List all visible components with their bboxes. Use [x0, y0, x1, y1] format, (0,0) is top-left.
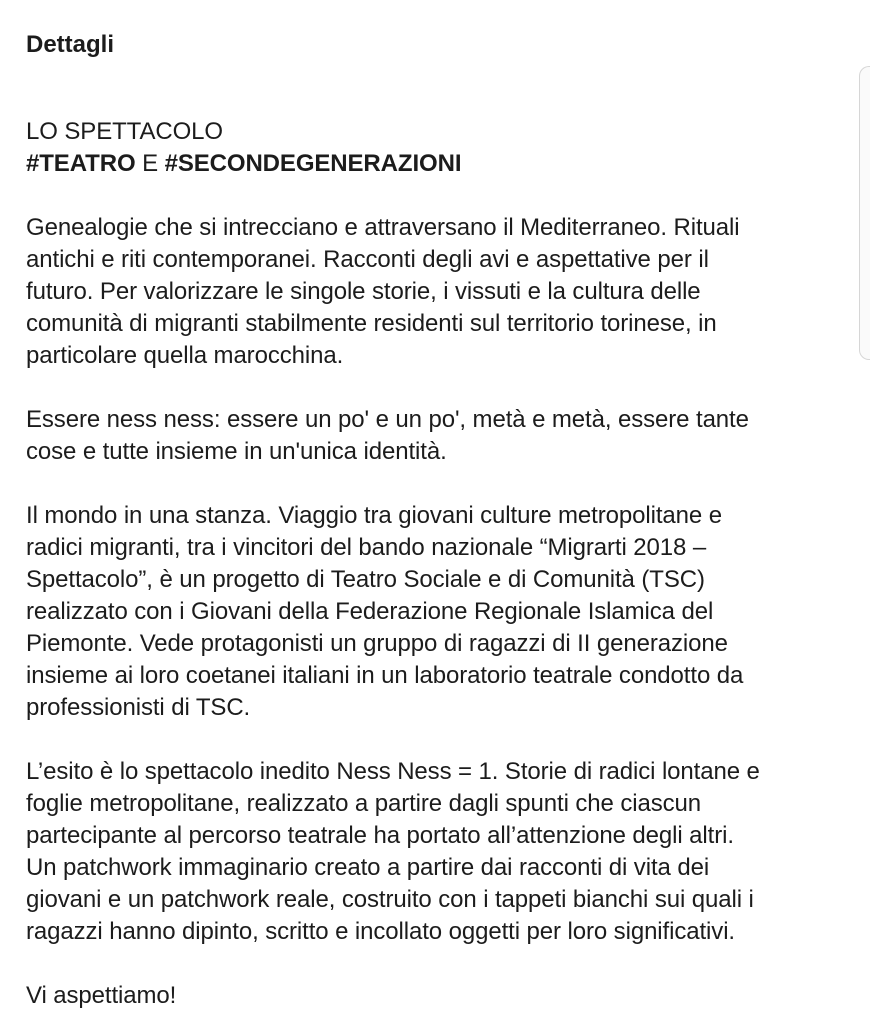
- text-line: cose e tutte insieme in un'unica identità.: [26, 438, 447, 465]
- text-line: giovani e un patchwork reale, costruito con i tappeti bianchi sui quali i: [26, 886, 754, 913]
- text-line: Spettacolo”, è un progetto di Teatro Sociale e di Comunità (TSC): [26, 566, 705, 593]
- text-line: comunità di migranti stabilmente residenti sul territorio torinese, in: [26, 310, 717, 337]
- text-line: ragazzi hanno dipinto, scritto e incollato oggetti per loro significativi.: [26, 918, 735, 945]
- text-line: professionisti di TSC.: [26, 694, 251, 721]
- hashtag-teatro[interactable]: #TEATRO: [26, 150, 136, 177]
- hashtag-conjunction: E: [135, 150, 165, 177]
- text-line: Un patchwork immaginario creato a partire dai racconti di vita dei: [26, 854, 710, 881]
- text-line: Il mondo in una stanza. Viaggio tra giovani culture metropolitane e: [26, 502, 722, 529]
- text-line: insieme ai loro coetanei italiani in un laboratorio teatrale condotto da: [26, 662, 744, 689]
- paragraph-3: [26, 500, 856, 724]
- text-line: foglie metropolitane, realizzato a partire dagli spunti che ciascun: [26, 790, 702, 817]
- hashtag-secondegenerazioni[interactable]: #SECONDEGENERAZIONI: [164, 150, 462, 177]
- text-line: realizzato con i Giovani della Federazione Regionale Islamica del: [26, 598, 714, 625]
- text-line: Essere ness ness: essere un po' e un po', metà e metà, essere tante: [26, 406, 749, 433]
- text-line: Genealogie che si intrecciano e attraversano il Mediterraneo. Rituali: [26, 214, 740, 241]
- paragraph-2: [26, 404, 856, 468]
- closing-line: Vi aspettiamo!: [26, 982, 177, 1009]
- hashtag-line: [26, 148, 856, 180]
- scroll-handle[interactable]: [859, 66, 870, 360]
- text-line: radici migranti, tra i vincitori del bando nazionale “Migrarti 2018 –: [26, 534, 707, 561]
- text-line: partecipante al percorso teatrale ha portato all’attenzione degli altri.: [26, 822, 734, 849]
- description-heading: LO SPETTACOLO: [26, 118, 223, 145]
- text-line: Piemonte. Vede protagonisti un gruppo di ragazzi di II generazione: [26, 630, 728, 657]
- text-line: particolare quella marocchina.: [26, 342, 344, 369]
- text-line: L’esito è lo spettacolo inedito Ness Ness = 1. Storie di radici lontane e: [26, 758, 760, 785]
- section-title: Dettagli: [26, 31, 115, 58]
- event-description: [26, 116, 856, 1012]
- paragraph-1: [26, 212, 856, 372]
- paragraph-4: [26, 756, 856, 948]
- text-line: antichi e riti contemporanei. Racconti degli avi e aspettative per il: [26, 246, 709, 273]
- text-line: futuro. Per valorizzare le singole storie, i vissuti e la cultura delle: [26, 278, 701, 305]
